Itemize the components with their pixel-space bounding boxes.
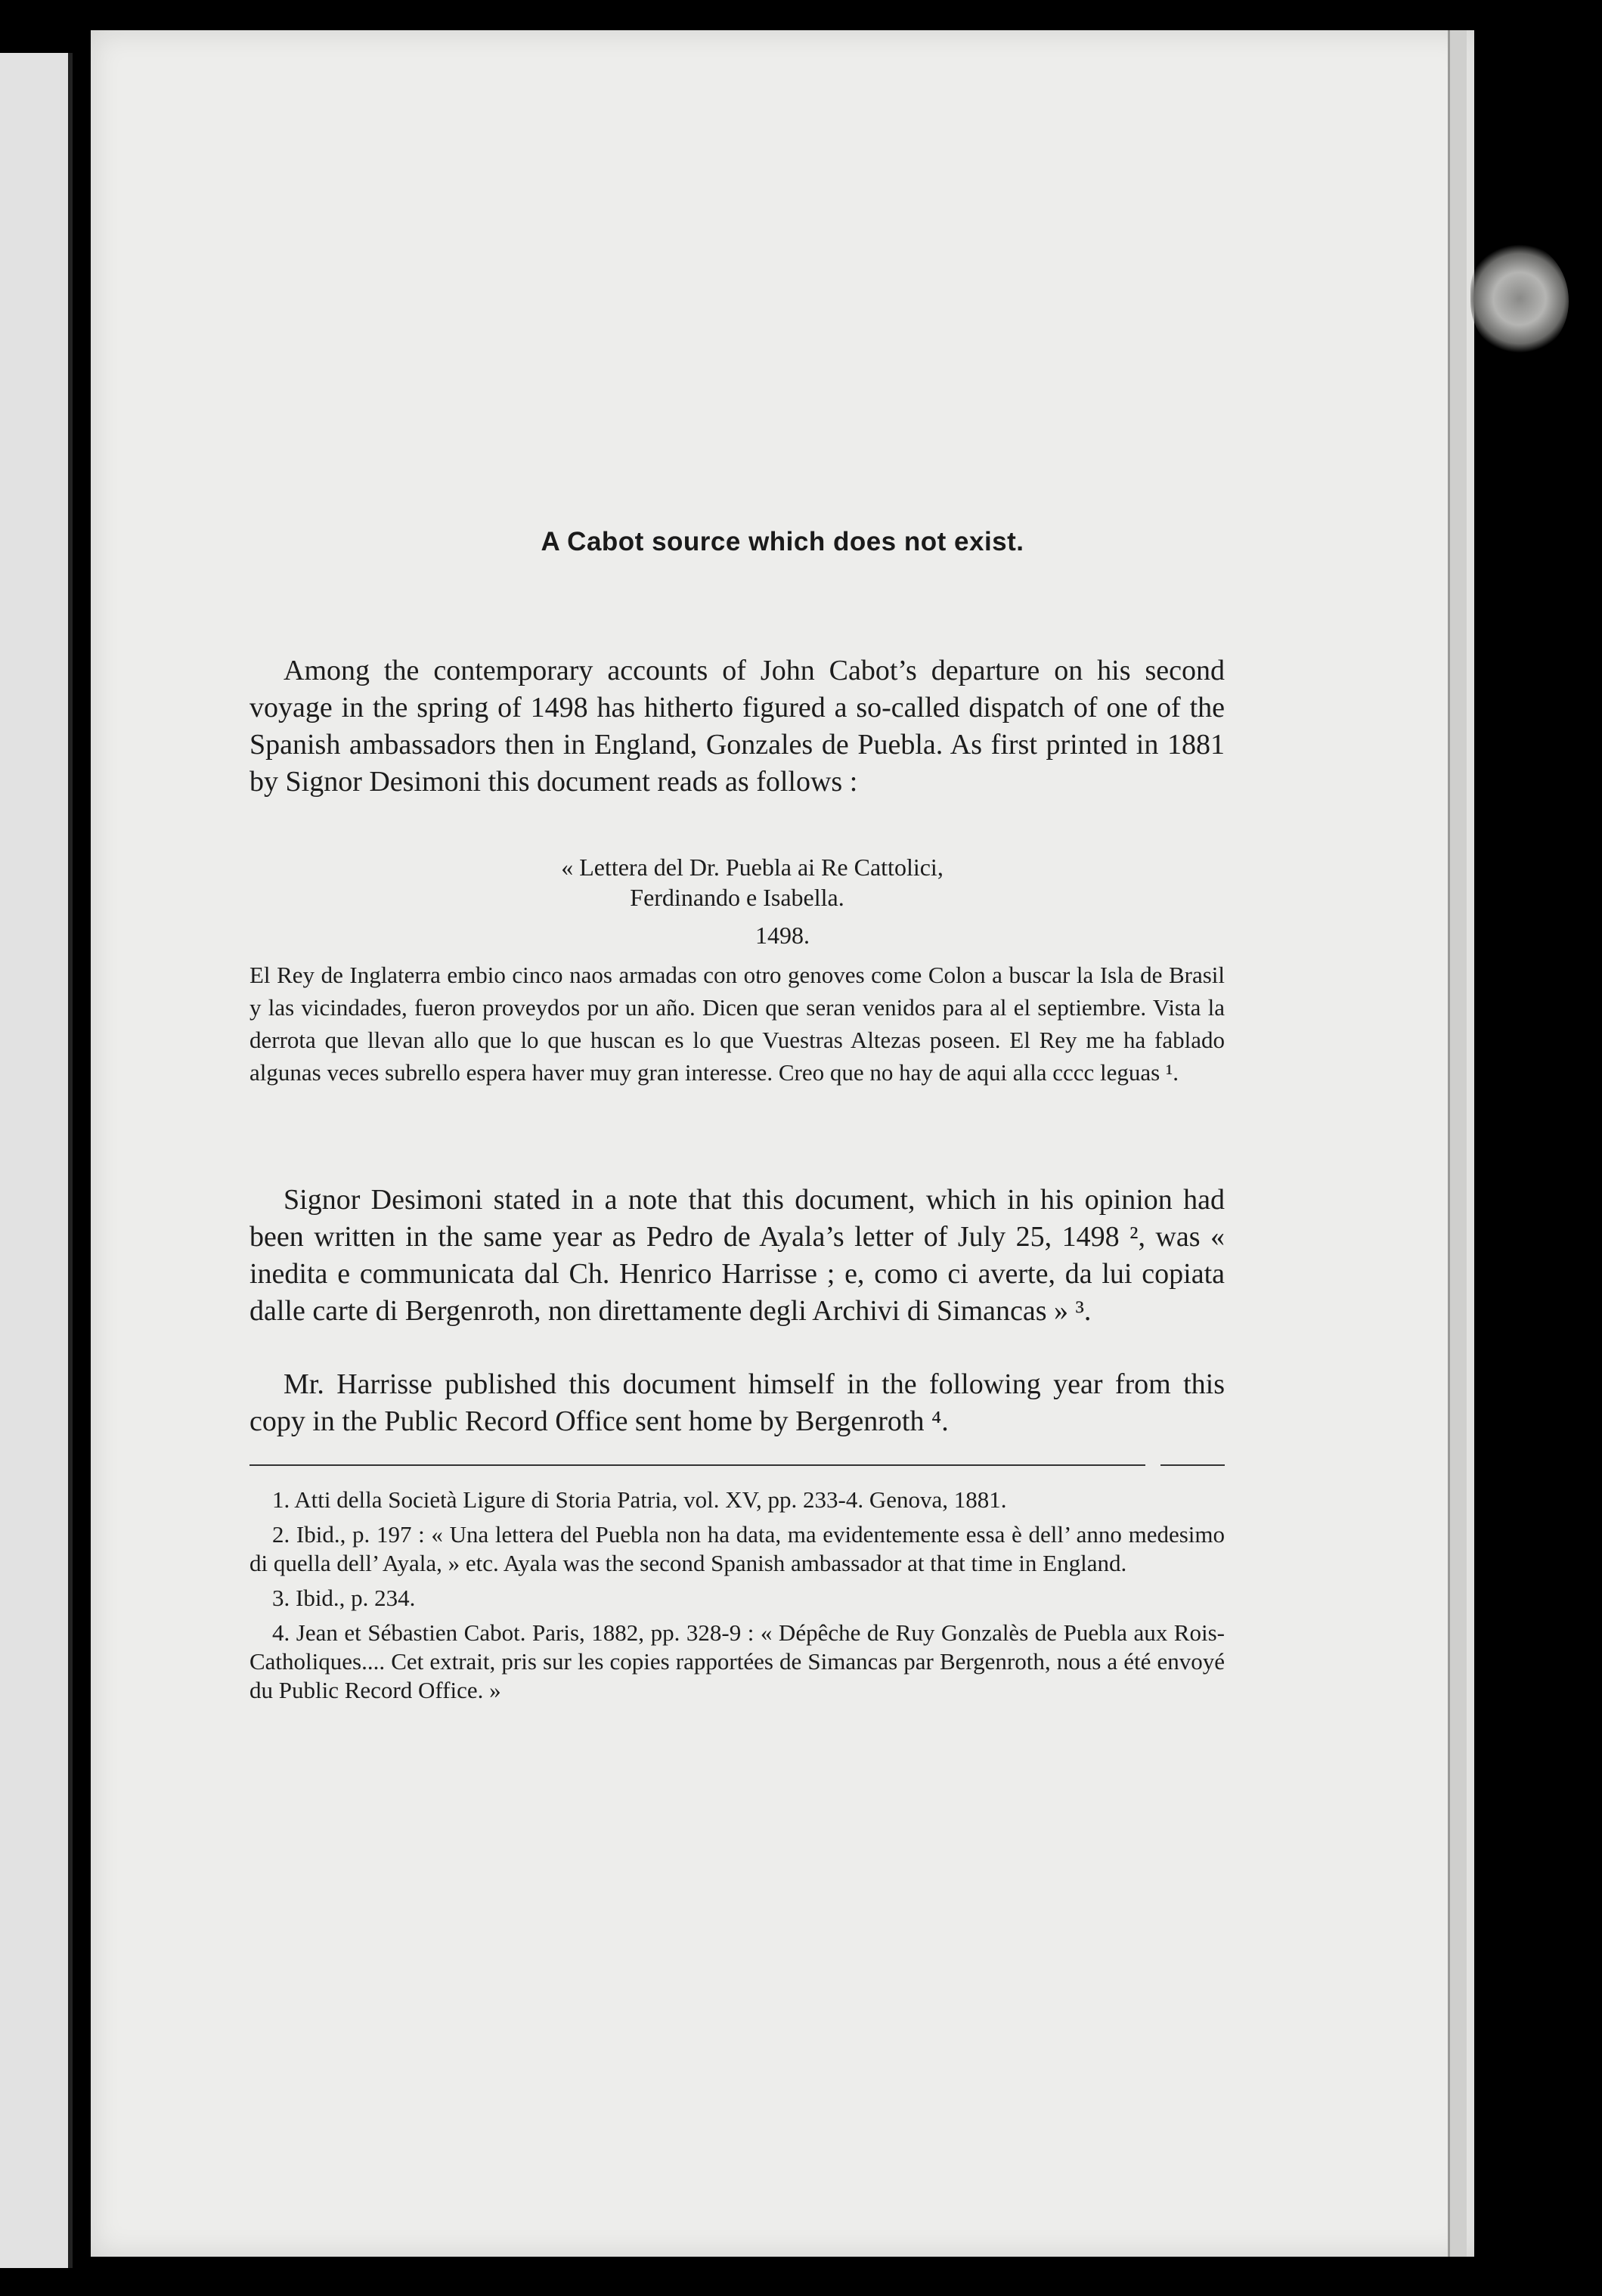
footnote-separator bbox=[249, 1464, 1145, 1466]
paragraph-desimoni-note: Signor Desimoni stated in a note that this document, which in his opinion had been written in the same year as Pedro de Ayala’s letter of July 25, 1498 ², was « inedita e communicata dal Ch. Henrico Harrisse ; e, como ci averte, da lui copiata dalle carte di Bergenroth, non direttamente degli Archivi di Simancas » ³. bbox=[249, 1184, 1225, 1327]
page-title: A Cabot source which does not exist. bbox=[541, 527, 1024, 556]
footnote-3: 3. Ibid., p. 234. bbox=[272, 1585, 416, 1611]
paragraph-intro: Among the contemporary accounts of John Cabot’s departure on his second voyage in the spring of 1498 has hitherto figured a so-called dispatch of one of the Spanish ambassadors then in England, Gonzales de Puebla. As first printed in 1881 by Signor Desimoni this document reads as follows : bbox=[249, 655, 1225, 798]
paragraph-harrisse: Mr. Harrisse published this document himself in the following year from this copy in the Public Record Office sent home by Bergenroth ⁴. bbox=[249, 1368, 1225, 1437]
footnotes bbox=[249, 1486, 1225, 1711]
document-page bbox=[91, 30, 1474, 2257]
footnote-separator-short bbox=[1160, 1464, 1225, 1466]
page-right-edge bbox=[1448, 30, 1467, 2257]
letter-heading-line2: Ferdinando e Isabella. bbox=[630, 884, 844, 911]
adjacent-page-edge bbox=[0, 53, 73, 2268]
footnote-1: 1. Atti della Società Ligure di Storia Patria, vol. XV, pp. 233-4. Genova, 1881. bbox=[272, 1486, 1007, 1513]
letter-heading-line1: « Lettera del Dr. Puebla ai Re Cattolici, bbox=[561, 854, 944, 881]
footnote-2: 2. Ibid., p. 197 : « Una lettera del Puebla non ha data, ma evidentemente essa è dell’ anno medesimo di quella dell’ Ayala, » etc. Ayala was the second Spanish ambassador at that time in England. bbox=[249, 1521, 1225, 1576]
quoted-letter-text: El Rey de Inglaterra embio cinco naos armadas con otro genoves come Colon a buscar la Isla de Brasil y las vicindades, fueron proveydos por un año. Dicen que seran venidos para al el septiembre. Vista la derrota que llevan allo que lo que huscan es lo que Vuestras Altezas poseen. El Rey me ha fablado algunas veces subrello espera haver muy gran interesse. Creo que no hay de aqui alla cccc leguas ¹. bbox=[249, 962, 1225, 1086]
footnote-4: 4. Jean et Sébastien Cabot. Paris, 1882, pp. 328-9 : « Dépêche de Ruy Gonzalès de Puebla aux Rois-Catholiques.... Cet extrait, pris sur les copies rapportées de Simancas par Bergenroth, nous a été envoyé du Public Record Office. » bbox=[249, 1619, 1225, 1703]
letter-year: 1498. bbox=[755, 922, 810, 949]
paper-stain bbox=[1470, 242, 1569, 355]
